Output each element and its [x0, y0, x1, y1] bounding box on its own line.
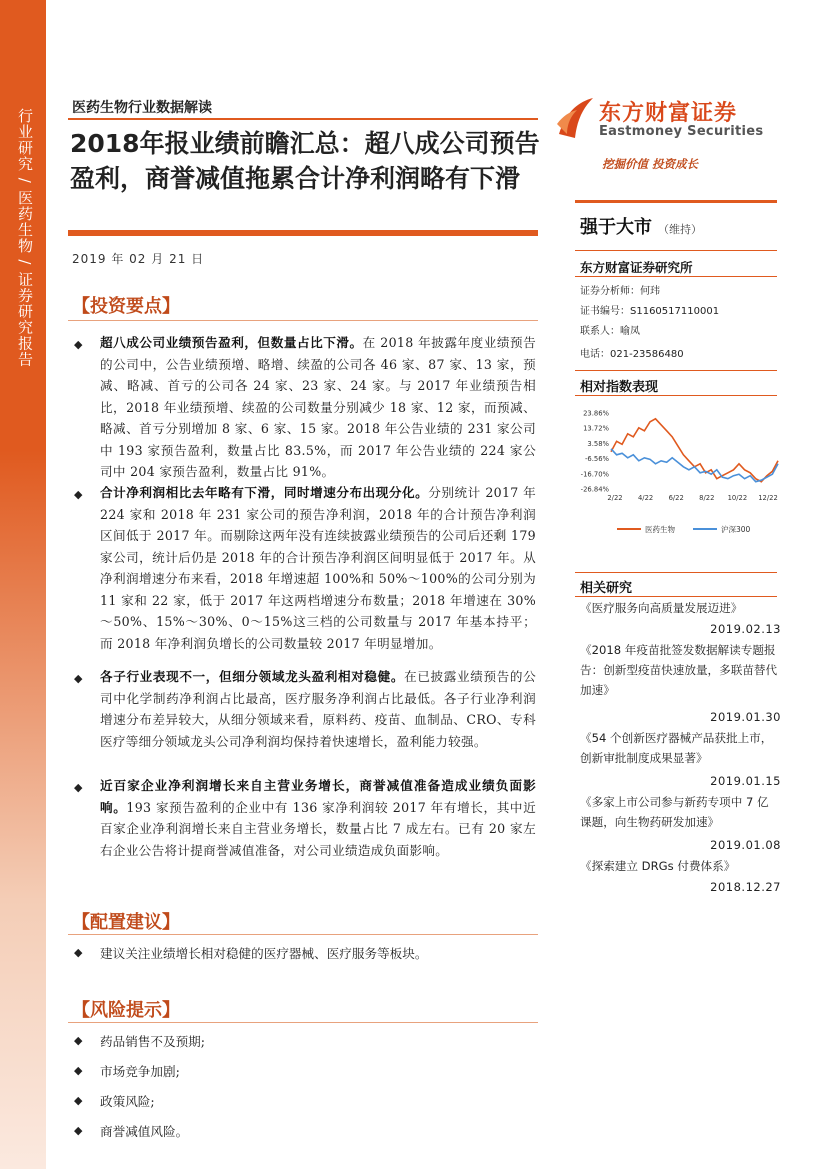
divider	[68, 118, 538, 120]
related-report-date: 2019.01.15	[710, 774, 781, 788]
y-tick-label: 13.72%	[583, 424, 609, 433]
sidebar-label: 行业研究 / 医药生物 / 证券研究报告	[16, 108, 34, 368]
relative-index-chart	[575, 405, 780, 540]
invest-paragraph-1	[100, 332, 536, 483]
paragraph-lead: 超八成公司业绩预告盈利，但数量占比下滑。	[100, 335, 363, 350]
paragraph-body: 在已披露业绩预告的公司中化学制药净利润占比最高，医疗服务净利润占比最低。各子行业净利润增速分布差异较大，从细分领域来看，原料药、疫苗、血制品、CRO、专科医疗等细分领域龙头公司净利润均保持着快速增长，盈利能力较强。	[100, 669, 536, 749]
title-underline	[68, 230, 538, 236]
section-divider	[68, 320, 538, 321]
report-type: 医药生物行业数据解读	[72, 100, 212, 116]
divider	[575, 276, 777, 277]
invest-paragraph-2	[100, 482, 536, 654]
rating-note: （维持）	[658, 223, 702, 236]
diamond-bullet-icon: ◆	[74, 1124, 83, 1137]
config-item: 建议关注业绩增长相对稳健的医疗器械、医疗服务等板块。	[100, 946, 428, 961]
risk-item: 市场竞争加剧;	[100, 1064, 180, 1079]
page-title: 2018年报业绩前瞻汇总：超八成公司预告盈利，商誉减值拖累合计净利润略有下滑	[70, 129, 540, 193]
section-heading-config: 【配置建议】	[72, 912, 180, 933]
rating-value: 强于大市	[580, 217, 652, 238]
section-divider	[68, 1022, 538, 1023]
diamond-bullet-icon: ◆	[74, 488, 83, 501]
related-report-date: 2018.12.27	[710, 880, 781, 894]
diamond-bullet-icon: ◆	[74, 781, 83, 794]
divider	[575, 250, 777, 251]
divider	[575, 370, 777, 371]
divider	[575, 200, 777, 203]
related-report-date: 2019.01.08	[710, 838, 781, 852]
related-heading: 相关研究	[580, 581, 633, 596]
related-report-date: 2019.02.13	[710, 622, 781, 636]
risk-item: 商誉减值风险。	[100, 1124, 189, 1139]
invest-paragraph-3	[100, 666, 536, 752]
legend-label-pharma: 医药生物	[645, 525, 675, 534]
y-tick-label: -16.70%	[580, 470, 609, 479]
paragraph-body: 分别统计 2017 年 224 家和 2018 年 231 家公司的预告净利润，2018 年的合计预告净利润区间低于 2017 年。而剔除这两年没有连续披露业绩预告的公司后还剩 179 家公司，统计后仍是 2018 年的合计预告净利润区间明显低于 2017 年。从净利润增速分布来看，2018 年增速超 100%和 50%～100%的公司分别为 11 家和 22 家，低于 2017 年这两档增速分布数量；2018 年增速在 30%～50%、15%～30%、0～15%这三档的公司数量与 2017 年基本持平；而 2018 年净利润负增长的公司数量较 2017 年明显增加。	[100, 485, 537, 651]
y-tick-label: -6.56%	[584, 455, 609, 464]
contact-info: 联系人：喻凤	[580, 326, 640, 337]
diamond-bullet-icon: ◆	[74, 946, 83, 959]
rating	[580, 213, 702, 239]
x-tick-label: 6/22	[668, 494, 684, 502]
paragraph-body: 193 家预告盈利的企业中有 136 家净利润较 2017 年有增长，其中近百家企业净利润增长来自主营业务增长，数量占比 7 成左右。已有 20 家左右企业公告将计提商誉减值准备，对公司业绩造成负面影响。	[100, 799, 536, 858]
x-tick-label: 10/22	[727, 494, 748, 502]
divider	[575, 572, 777, 573]
related-report-link[interactable]: 《2018 年疫苗批签发数据解读专题报告：创新型疫苗快速放量，多联苗替代加速》	[580, 643, 778, 697]
analyst-info: 证券分析师：何玮	[580, 286, 660, 297]
section-heading-risk: 【风险提示】	[72, 1000, 180, 1021]
diamond-bullet-icon: ◆	[74, 1094, 83, 1107]
diamond-bullet-icon: ◆	[74, 338, 83, 351]
section-divider	[68, 934, 538, 935]
chart-heading: 相对指数表现	[580, 380, 659, 395]
divider	[575, 395, 777, 396]
y-tick-label: -26.84%	[580, 485, 609, 494]
related-report-link[interactable]: 《多家上市公司参与新药专项中 7 亿课题，向生物药研发加速》	[580, 795, 769, 829]
diamond-bullet-icon: ◆	[74, 1034, 83, 1047]
related-report-link[interactable]: 《54 个创新医疗器械产品获批上市，创新审批制度成果显著》	[580, 731, 773, 765]
divider	[575, 596, 777, 597]
paragraph-lead: 各子行业表现不一，但细分领域龙头盈利相对稳健。	[100, 669, 405, 684]
x-tick-label: 12/22	[758, 494, 778, 502]
x-tick-label: 8/22	[699, 494, 715, 502]
risk-item: 药品销售不及预期;	[100, 1034, 205, 1049]
paragraph-body: 在 2018 年披露年度业绩预告的公司中，公告业绩预增、略增、续盈的公司各 46 家、87 家、13 家，预减、略减、首亏的公司各 24 家、23 家、24 家。与 2017 年业绩预告相比，2018 年业绩预增、续盈的公司数量分别减少 18 家、12 家，而预减、略减、首亏分别增加 8 家、6 家、15 家。2018 年公告业绩的 231 家公司中 193 家预告盈利，数量占比 83.5%，而 2017 年公告业绩的 224 家公司中 204 家预告盈利，数量占比 91%。	[100, 335, 537, 479]
invest-paragraph-4	[100, 775, 536, 861]
diamond-bullet-icon: ◆	[74, 672, 83, 685]
related-report-link[interactable]: 《医疗服务向高质量发展迈进》	[580, 601, 743, 615]
diamond-bullet-icon: ◆	[74, 1064, 83, 1077]
brand-logo	[555, 92, 770, 152]
slogan: 挖掘价值 投资成长	[602, 157, 699, 171]
logo-text-cn: 东方财富证券	[599, 101, 738, 126]
certificate-info: 证书编号：S1160517110001	[580, 306, 720, 317]
paragraph-lead: 合计净利润相比去年略有下滑，同时增速分布出现分化。	[100, 485, 429, 500]
related-report-date: 2019.01.30	[710, 710, 781, 724]
logo-mark-icon	[555, 94, 597, 144]
phone-info: 电话：021-23586480	[580, 349, 684, 360]
y-tick-label: 23.86%	[583, 409, 609, 418]
related-report-link[interactable]: 《探索建立 DRGs 付费体系》	[580, 859, 736, 873]
logo-text-en: Eastmoney Securities	[599, 124, 764, 139]
y-tick-label: 3.58%	[587, 439, 609, 448]
paragraph-lead: 近百家企业净利润增长来自主营业务增长，商誉减值准备造成业绩负面影响。	[100, 778, 536, 815]
section-heading-invest: 【投资要点】	[72, 296, 180, 317]
sidebar-band	[0, 0, 46, 1169]
series-line-pharma	[611, 419, 778, 482]
institute-name: 东方财富证券研究所	[580, 260, 693, 275]
report-date: 2019 年 02 月 21 日	[72, 252, 205, 266]
risk-item: 政策风险;	[100, 1094, 155, 1109]
legend-label-hs300: 沪深300	[721, 525, 751, 534]
x-tick-label: 4/22	[637, 494, 654, 502]
x-tick-label: 2/22	[607, 494, 623, 502]
